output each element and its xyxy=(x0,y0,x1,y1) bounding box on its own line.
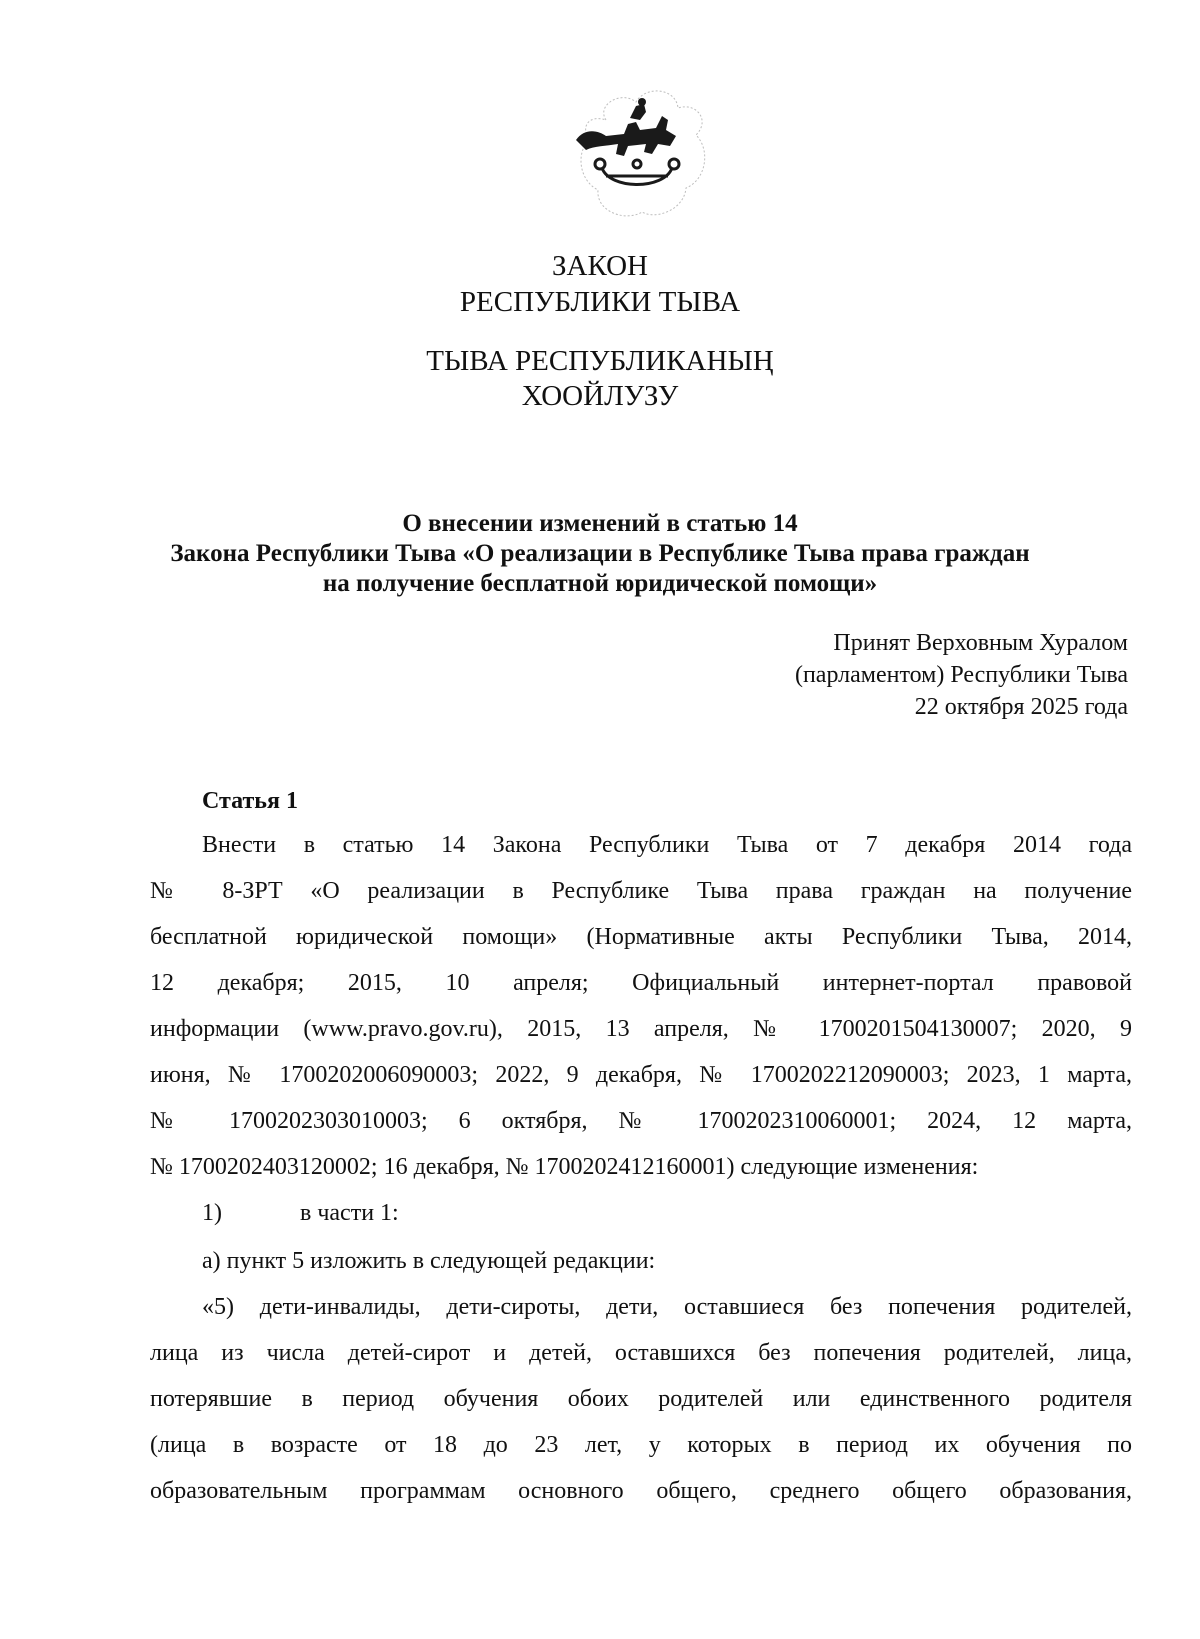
law-heading-tyv-line2: ХООЙЛУЗУ xyxy=(521,380,679,412)
sub-item-a: а) пункт 5 изложить в следующей редакции: xyxy=(202,1248,656,1274)
coat-of-arms-emblem xyxy=(566,80,718,230)
quote-line: потерявшие в период обучения обоих родителей или единственного родителя xyxy=(150,1386,1132,1412)
quote-line: образовательным программам основного общего, среднего общего образования, xyxy=(150,1478,1132,1504)
paragraph-line: информации (www.pravo.gov.ru), 2015, 13 апреля, № 1700201504130007; 2020, 9 xyxy=(150,1016,1132,1042)
paragraph-line: 12 декабря; 2015, 10 апреля; Официальный интернет-портал правовой xyxy=(150,970,1132,996)
paragraph-line: № 1700202303010003; 6 октября, № 1700202310060001; 2024, 12 марта, xyxy=(150,1108,1132,1134)
quote-line: (лица в возрасте от 18 до 23 лет, у которых в период их обучения по xyxy=(150,1432,1132,1458)
paragraph-line: июня, № 1700202006090003; 2022, 9 декабря, № 1700202212090003; 2023, 1 марта, xyxy=(150,1062,1132,1088)
paragraph-line: бесплатной юридической помощи» (Нормативные акты Республики Тыва, 2014, xyxy=(150,924,1132,950)
item-text: в части 1: xyxy=(300,1200,399,1226)
quote-line: «5) дети-инвалиды, дети-сироты, дети, оставшиеся без попечения родителей, xyxy=(202,1294,1132,1320)
adoption-line2: (парламентом) Республики Тыва xyxy=(794,662,1128,688)
item-number: 1) xyxy=(202,1200,222,1226)
law-title-line1: О внесении изменений в статью 14 xyxy=(402,510,798,537)
paragraph-line: № 8-ЗРТ «О реализации в Республике Тыва права граждан на получение xyxy=(150,878,1132,904)
adoption-line1: Принят Верховным Хуралом xyxy=(833,630,1128,656)
paragraph-line: № 1700202403120002; 16 декабря, № 1700202412160001) следующие изменения: xyxy=(150,1154,979,1180)
article-title: Статья 1 xyxy=(202,788,298,814)
paragraph-line: Внести в статью 14 Закона Республики Тыва от 7 декабря 2014 года xyxy=(202,832,1132,858)
law-heading-ru-line2: РЕСПУБЛИКИ ТЫВА xyxy=(459,286,741,318)
law-heading-ru-line1: ЗАКОН xyxy=(552,250,648,282)
adoption-date: 22 октября 2025 года xyxy=(914,694,1128,720)
law-title-line2: Закона Республики Тыва «О реализации в Республике Тыва права граждан xyxy=(170,540,1030,567)
law-heading-tyv-line1: ТЫВА РЕСПУБЛИКАНЫҢ xyxy=(426,345,774,377)
quote-line: лица из числа детей-сирот и детей, оставшихся без попечения родителей, лица, xyxy=(150,1340,1132,1366)
law-title-line3: на получение бесплатной юридической помощи» xyxy=(322,570,878,597)
